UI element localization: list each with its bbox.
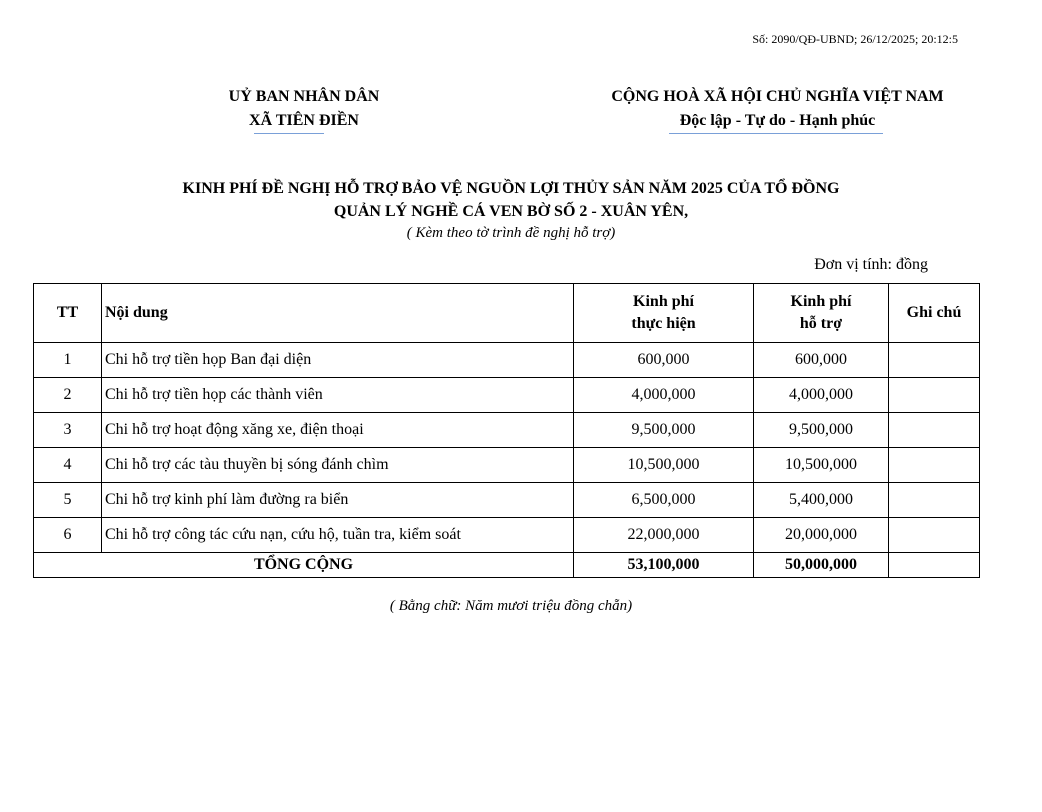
amount-in-words: ( Bằng chữ: Năm mươi triệu đồng chẵn) [389,598,633,614]
total-cost: 53,100,000 [574,553,754,578]
row-support: 600,000 [754,343,889,378]
header-cost-line2: thực hiện [631,315,696,332]
row-content: Chi hỗ trợ công tác cứu nạn, cứu hộ, tuần tra, kiểm soát [102,518,574,553]
row-tt: 3 [34,413,102,448]
row-support: 9,500,000 [754,413,889,448]
row-tt: 6 [34,518,102,553]
org-name-line1: UỶ BAN NHÂN DÂN [228,88,380,105]
row-cost: 4,000,000 [574,378,754,413]
total-note [889,553,980,578]
table-row [34,518,980,553]
header-note: Ghi chú [889,284,980,343]
document-subtitle: ( Kèm theo tờ trình đề nghị hỗ trợ) [406,225,616,241]
table-row [34,483,980,518]
row-support: 5,400,000 [754,483,889,518]
header-support [754,284,889,343]
document-title-line1: KINH PHÍ ĐỀ NGHỊ HỖ TRỢ BẢO VỆ NGUỒN LỢI THỦY SẢN NĂM 2025 CỦA TỔ ĐỒNG [182,180,840,197]
table-header-row [34,284,980,343]
row-cost: 22,000,000 [574,518,754,553]
motto-underline [669,133,883,134]
header-cost-line1: Kinh phí [633,293,694,310]
row-note [889,378,980,413]
row-support: 10,500,000 [754,448,889,483]
row-content: Chi hỗ trợ kinh phí làm đường ra biển [102,483,574,518]
row-tt: 4 [34,448,102,483]
table-row [34,413,980,448]
row-tt: 2 [34,378,102,413]
row-content: Chi hỗ trợ các tàu thuyền bị sóng đánh chìm [102,448,574,483]
row-content: Chi hỗ trợ hoạt động xăng xe, điện thoại [102,413,574,448]
document-reference: Số: 2090/QĐ-UBND; 26/12/2025; 20:12:5 [752,32,958,46]
row-support: 20,000,000 [754,518,889,553]
total-support: 50,000,000 [754,553,889,578]
row-tt: 5 [34,483,102,518]
row-content: Chi hỗ trợ tiền họp các thành viên [102,378,574,413]
row-cost: 6,500,000 [574,483,754,518]
unit-label: Đơn vị tính: đồng [814,256,928,273]
header-content: Nội dung [102,284,574,343]
row-cost: 10,500,000 [574,448,754,483]
header-support-line1: Kinh phí [790,293,852,310]
row-cost: 9,500,000 [574,413,754,448]
table-row [34,448,980,483]
nation-title: CỘNG HOÀ XÃ HỘI CHỦ NGHĨA VIỆT NAM [611,88,944,105]
row-note [889,343,980,378]
row-note [889,518,980,553]
table-row [34,343,980,378]
row-note [889,413,980,448]
row-support: 4,000,000 [754,378,889,413]
row-cost: 600,000 [574,343,754,378]
budget-table [33,283,980,578]
header-tt: TT [34,284,102,343]
org-underline [254,133,324,134]
table-row [34,378,980,413]
org-name-line2: XÃ TIÊN ĐIỀN [249,112,359,129]
row-note [889,483,980,518]
header-support-line2: hỗ trợ [799,315,843,332]
nation-motto: Độc lập - Tự do - Hạnh phúc [679,112,876,129]
row-tt: 1 [34,343,102,378]
row-note [889,448,980,483]
document-title-line2: QUẢN LÝ NGHỀ CÁ VEN BỜ SỐ 2 - XUÂN YÊN, [333,203,689,220]
total-label: TỔNG CỘNG [34,553,574,578]
total-row [34,553,980,578]
header-cost [574,284,754,343]
row-content: Chi hỗ trợ tiền họp Ban đại diện [102,343,574,378]
